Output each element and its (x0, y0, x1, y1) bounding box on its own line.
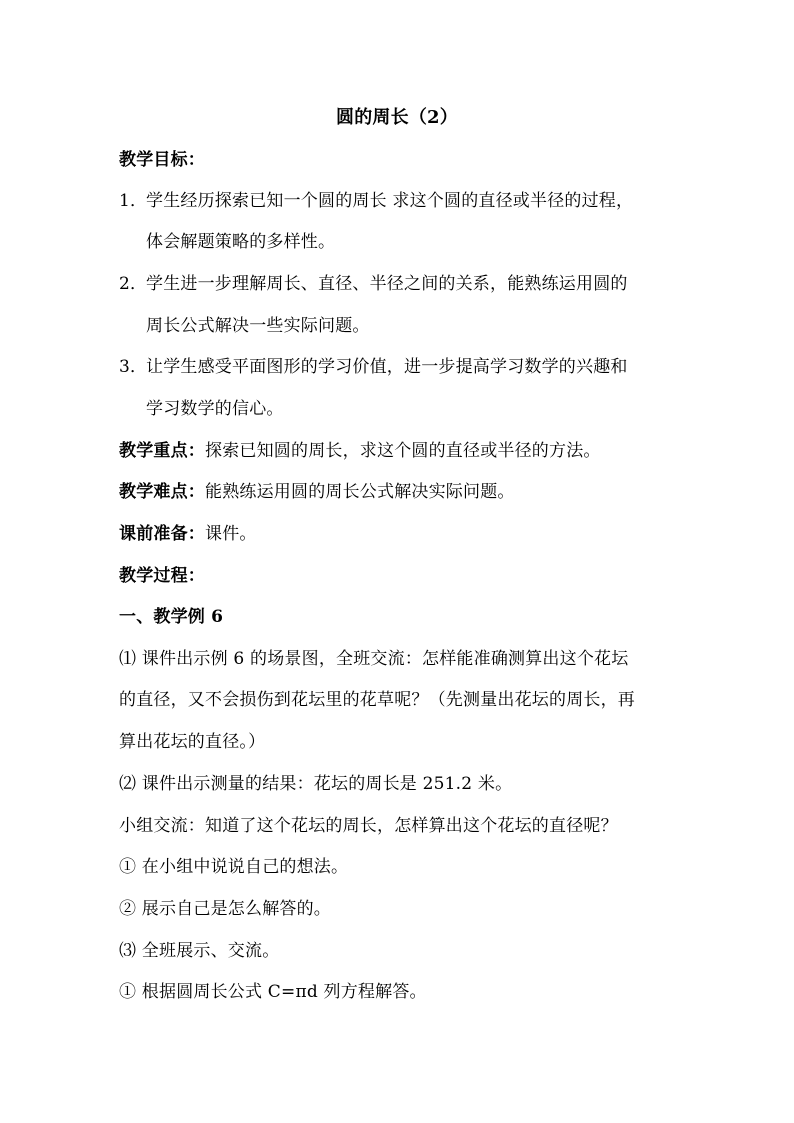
difficulty-label: 教学难点： (119, 482, 205, 502)
objective-2-line-1 (119, 273, 689, 295)
objective-3-text-line-1: 让学生感受平面图形的学习价值，进一步提高学习数学的兴趣和 (146, 357, 628, 377)
objective-1-line-2: 体会解题策略的多样性。 (146, 232, 336, 252)
objective-1-text-line-1: 学生经历探索已知一个圆的周长 求这个圆的直径或半径的过程， (146, 191, 634, 211)
key-point-text: 探索已知圆的周长，求这个圆的直径或半径的方法。 (205, 441, 601, 461)
objective-3-line-1 (119, 356, 689, 378)
preparation-text: 课件。 (205, 524, 257, 544)
objective-2-number: 2． (119, 274, 148, 294)
objective-1-line-1 (119, 190, 689, 212)
section-1-paragraph-1-line-3: 算出花坛的直径。） (119, 732, 266, 752)
objective-2-text-line-1: 学生进一步理解周长、直径、半径之间的关系，能熟练运用圆的 (146, 274, 628, 294)
process-heading: 教学过程： (119, 566, 205, 586)
section-1-paragraph-4: ① 在小组中说说自己的想法。 (119, 857, 349, 877)
objective-2-line-2: 周长公式解决一些实际问题。 (146, 316, 370, 336)
objective-3-number: 3． (119, 357, 148, 377)
page-title: 圆的周长（2） (336, 107, 458, 128)
key-point-line (119, 440, 689, 462)
section-1-heading: 一、教学例 6 (119, 607, 224, 627)
section-1-paragraph-7: ① 根据圆周长公式 C=πd 列方程解答。 (119, 982, 427, 1002)
objectives-heading: 教学目标： (119, 150, 205, 170)
difficulty-line (119, 481, 689, 503)
preparation-line (119, 523, 689, 545)
section-1-paragraph-1-line-1: ⑴ 课件出示例 6 的场景图，全班交流：怎样能准确测算出这个花坛 (119, 649, 629, 669)
section-1-paragraph-6: ⑶ 全班展示、交流。 (119, 941, 280, 961)
objective-3-line-2: 学习数学的信心。 (146, 399, 284, 419)
difficulty-text: 能熟练运用圆的周长公式解决实际问题。 (205, 482, 515, 502)
section-1-paragraph-2: ⑵ 课件出示测量的结果：花坛的周长是 251.2 米。 (119, 774, 513, 794)
section-1-paragraph-3: 小组交流：知道了这个花坛的周长，怎样算出这个花坛的直径呢？ (119, 816, 618, 836)
objective-1-number: 1． (119, 191, 148, 211)
section-1-paragraph-1-line-2: 的直径，又不会损伤到花坛里的花草呢？（先测量出花坛的周长，再 (119, 690, 635, 710)
section-1-paragraph-5: ② 展示自己是怎么解答的。 (119, 899, 332, 919)
preparation-label: 课前准备： (119, 524, 205, 544)
key-point-label: 教学重点： (119, 441, 205, 461)
